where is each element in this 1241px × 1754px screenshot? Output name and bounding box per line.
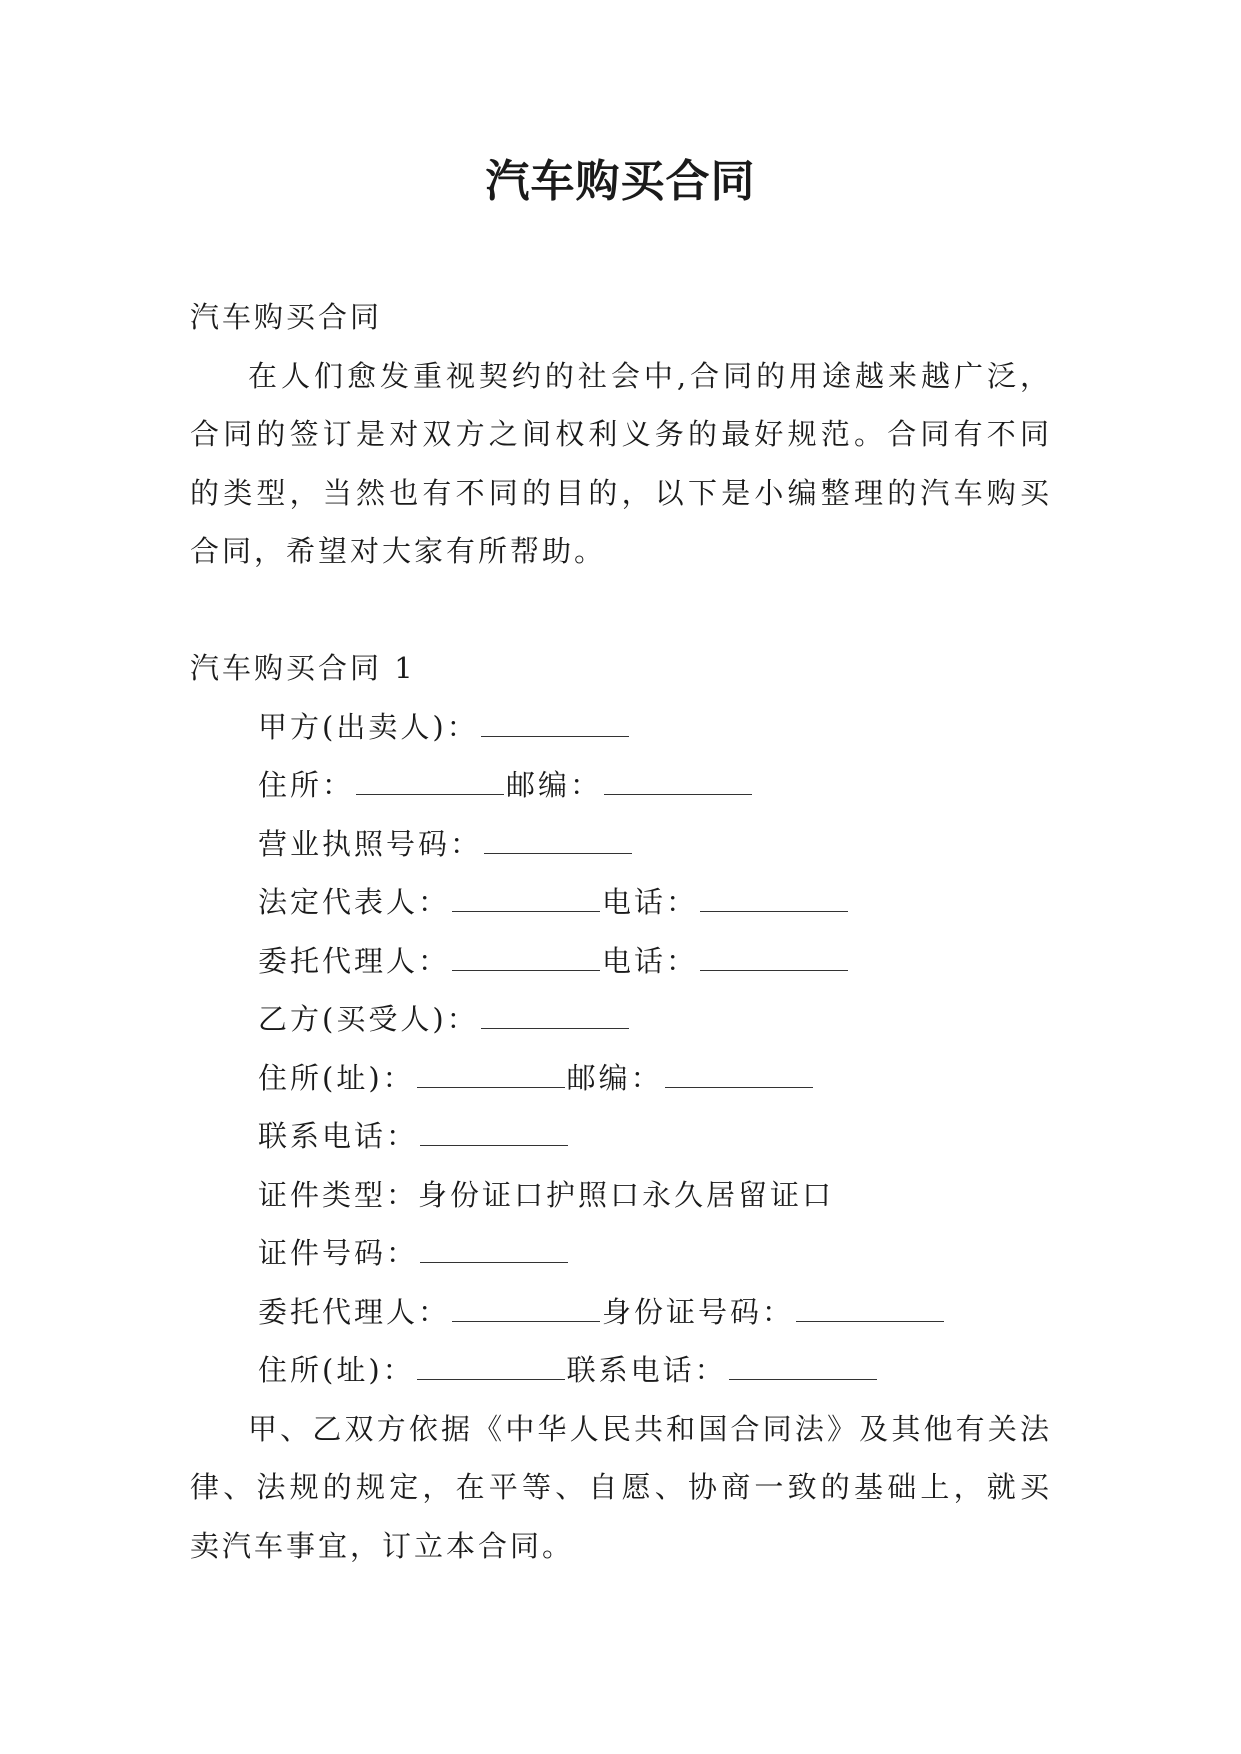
b-agent-blank (452, 1299, 600, 1322)
spacer (190, 581, 1052, 640)
a-address-label: 住所： (258, 768, 355, 802)
a-agent-blank (452, 948, 600, 971)
b-agent-label: 委托代理人： (258, 1294, 451, 1329)
a-legal-phone-blank (700, 889, 848, 912)
b-agent-address-label: 住所(址)： (258, 1353, 415, 1387)
party-b-blank (481, 1006, 629, 1029)
a-legal-rep-line (190, 873, 1052, 932)
document-body (190, 288, 1052, 1575)
a-license-blank (484, 831, 632, 854)
party-a-blank (481, 714, 629, 737)
b-agent-phone-label: 联系电话： (566, 1353, 727, 1387)
b-postcode-label: 邮编： (566, 1060, 663, 1095)
b-id-type-label: 证件类型：身份证口护照口永久居留证口 (258, 1177, 835, 1212)
a-postcode-blank (604, 772, 752, 795)
intro-heading: 汽车购买合同 (190, 300, 383, 334)
b-phone-blank (420, 1123, 568, 1146)
a-address-line (190, 756, 1052, 815)
b-id-number-line (190, 1224, 1052, 1283)
a-license-line (190, 815, 1052, 874)
b-phone-label: 联系电话： (258, 1119, 419, 1153)
section-heading: 汽车购买合同 1 (190, 651, 416, 685)
b-id-number-blank (420, 1240, 568, 1263)
b-address-blank (417, 1065, 565, 1088)
party-a-label: 甲方(出卖人)： (258, 709, 479, 744)
b-address-line (190, 1049, 1052, 1108)
a-legal-phone-label: 电话： (602, 885, 699, 919)
b-postcode-blank (665, 1065, 813, 1088)
a-agent-label: 委托代理人： (258, 943, 451, 978)
document-title: 汽车购买合同 (485, 156, 756, 207)
a-agent-line (190, 932, 1052, 991)
party-b-label: 乙方(买受人)： (258, 1002, 479, 1036)
a-agent-phone-blank (700, 948, 848, 971)
a-address-blank (356, 772, 504, 795)
b-agent-address-blank (417, 1357, 565, 1380)
intro-paragraph: 在人们愈发重视契约的社会中,合同的用途越来越广泛，合同的签订是对双方之间权利义务的最好规范。合同有不同的类型，当然也有不同的目的，以下是小编整理的汽车购买合同，希望对大家有所帮助。 (190, 358, 1052, 568)
b-agent-id-label: 身份证号码： (602, 1294, 795, 1329)
a-legal-rep-blank (452, 889, 600, 912)
b-agent-id-blank (796, 1299, 944, 1322)
b-agent-address-line (190, 1341, 1052, 1400)
closing-paragraph: 甲、乙双方依据《中华人民共和国合同法》及其他有关法律、法规的规定，在平等、自愿、协商一致的基础上，就买卖汽车事宜，订立本合同。 (190, 1411, 1052, 1563)
b-agent-line (190, 1283, 1052, 1342)
b-id-number-label: 证件号码： (258, 1236, 419, 1270)
a-license-label: 营业执照号码： (258, 826, 483, 861)
b-id-type-line (190, 1166, 1052, 1225)
b-agent-phone-blank (729, 1357, 877, 1380)
b-phone-line (190, 1107, 1052, 1166)
a-legal-rep-label: 法定代表人： (258, 885, 451, 919)
a-agent-phone-label: 电话： (602, 943, 699, 978)
a-postcode-label: 邮编： (506, 768, 603, 802)
b-address-label: 住所(址)： (258, 1060, 415, 1095)
party-b-line (190, 990, 1052, 1049)
party-a-line (190, 698, 1052, 757)
